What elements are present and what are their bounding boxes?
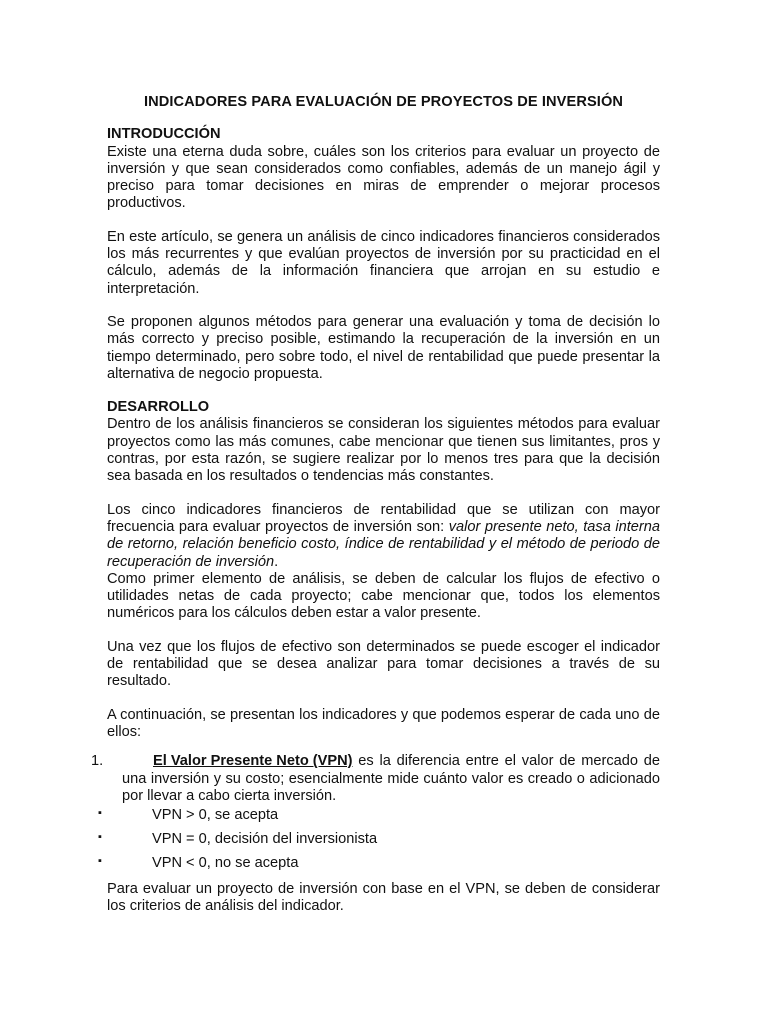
list-item	[98, 807, 660, 831]
development-paragraph-5: A continuación, se presentan los indicadores y que podemos esperar de cada uno de ellos:	[107, 706, 660, 740]
square-bullet-icon: ▪	[98, 807, 102, 820]
development-paragraph-1: Dentro de los análisis financieros se consideran los siguientes métodos para evaluar proyectos como las más comunes, cabe mencionar que tienen sus limitantes, pros y contras, por esta razón, se sugiere realizar por lo menos tres para que la decisión sea basada en los resultados o tendencias más constantes.	[107, 416, 660, 485]
document-page	[91, 94, 661, 932]
list-item	[98, 831, 660, 855]
closing-paragraph: Para evaluar un proyecto de inversión con base en el VPN, se deben de considerar los criterios de análisis del indicador.	[107, 881, 660, 915]
paragraph-2-start: Los cinco indicadores financieros de rentabilidad que se utilizan con mayor frecuencia para evaluar proyectos de inversión son:	[107, 501, 660, 535]
vpn-criteria-list	[98, 807, 660, 879]
intro-paragraph-2: En este artículo, se genera un análisis de cinco indicadores financieros considerados los más recurrentes y que evalúan proyectos de inversión por su practicidad en el cálculo, además de la información financiera que arrojan en su estudio e interpretación.	[107, 228, 660, 297]
intro-paragraph-3: Se proponen algunos métodos para generar una evaluación y toma de decisión lo más correcto y preciso posible, estimando la recuperación de la inversión en un tiempo determinado, pero sobre todo, el nivel de rentabilidad que puede presentar la alternativa de negocio propuesta.	[107, 313, 660, 382]
numbered-item-vpn	[91, 753, 660, 805]
intro-paragraph-1: Existe una eterna duda sobre, cuáles son los criterios para evaluar un proyecto de inversión y que sean considerados como confiables, además de un manejo ágil y preciso para tomar decisiones en miras de emprender o mejorar procesos productivos.	[107, 143, 660, 212]
document-title: INDICADORES PARA EVALUACIÓN DE PROYECTOS DE INVERSIÓN	[143, 94, 624, 110]
indicator-list-italic: valor presente neto, tasa interna de retorno, relación beneficio costo, índice de rentabilidad y el método de periodo de recuperación de inversión	[107, 518, 661, 570]
bullet-text: VPN < 0, no se acepta	[152, 855, 299, 872]
intro-heading: INTRODUCCIÓN	[107, 126, 221, 143]
paragraph-2-end: .	[274, 553, 279, 570]
list-item	[98, 855, 660, 879]
bullet-text: VPN = 0, decisión del inversionista	[152, 831, 378, 848]
development-paragraph-2	[107, 502, 660, 571]
square-bullet-icon: ▪	[98, 855, 102, 868]
item-number: 1.	[91, 753, 104, 770]
development-paragraph-3: Como primer elemento de análisis, se deben de calcular los flujos de efectivo o utilidades netas de cada proyecto; cabe mencionar que, todos los elementos numéricos para los cálculos deben estar a valor presente.	[107, 570, 660, 622]
bullet-text: VPN > 0, se acepta	[152, 807, 279, 824]
square-bullet-icon: ▪	[98, 831, 102, 844]
vpn-term: El Valor Presente Neto (VPN)	[153, 753, 353, 770]
vpn-definition: es la diferencia entre el valor de mercado de una inversión y su costo; esencialmente mide cuánto valor es creado o adicionado por llevar a cabo cierta inversión.	[122, 753, 660, 804]
development-paragraph-4: Una vez que los flujos de efectivo son determinados se puede escoger el indicador de rentabilidad que se desea analizar para tomar decisiones a través de su resultado.	[107, 638, 660, 690]
development-heading: DESARROLLO	[107, 399, 210, 416]
